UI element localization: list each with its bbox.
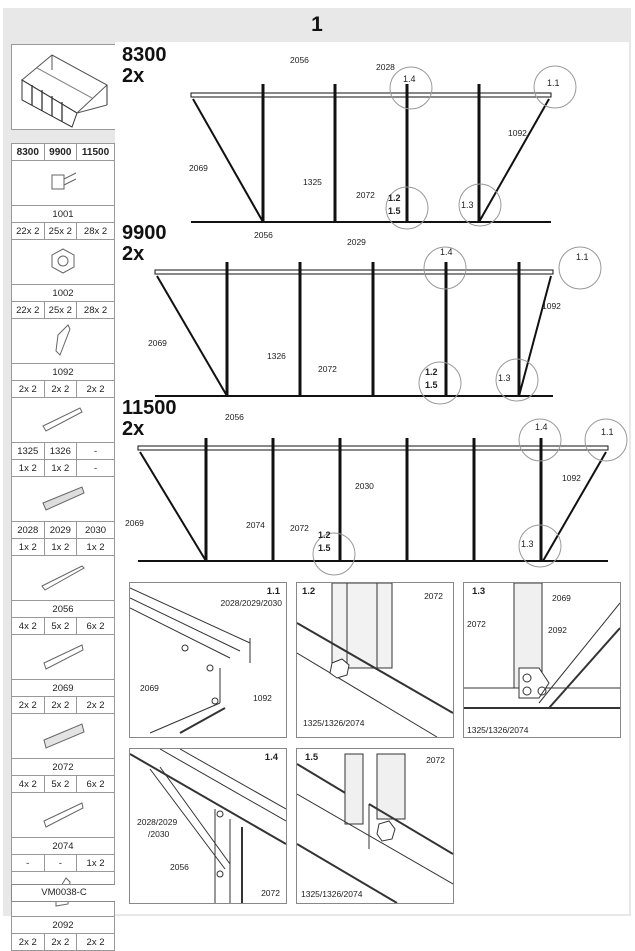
callout: 2072 (290, 523, 309, 533)
qty: - (12, 855, 45, 872)
model-label: 9900 2x (122, 222, 167, 265)
detail-view-1-5 (296, 748, 454, 904)
part-number: 2056 (12, 601, 115, 618)
step-number: 1 (311, 13, 323, 36)
qty: 2x 2 (77, 934, 115, 951)
callout: 2069 (125, 518, 144, 528)
callout: 1092 (508, 128, 527, 138)
qty: 1x 2 (12, 539, 45, 556)
qty: 1x 2 (77, 855, 115, 872)
channel-icon (12, 635, 115, 680)
qty: 4x 2 (12, 618, 45, 635)
detail-label: 1325/1326/2074 (301, 889, 363, 899)
callout: 2056 (225, 412, 244, 422)
detail-view-1-4 (129, 748, 287, 904)
detail-ref: 1.5 (425, 380, 438, 390)
part-number: 2072 (12, 759, 115, 776)
detail-label: 1092 (253, 693, 272, 703)
part-number: 1001 (12, 206, 115, 223)
profile-icon (12, 398, 115, 443)
qty: 2x 2 (77, 697, 115, 714)
detail-ref: 1.4 (403, 74, 416, 84)
qty: 25x 2 (44, 223, 77, 240)
detail-ref: 1.5 (318, 543, 331, 553)
main-diagram-area (115, 42, 629, 914)
detail-ref: 1.3 (498, 373, 511, 383)
parts-table (11, 143, 115, 951)
bolt-icon (12, 161, 115, 206)
callout: 2072 (356, 190, 375, 200)
qty: 2x 2 (44, 381, 77, 398)
col-11500: 11500 (77, 144, 115, 161)
qty: 4x 2 (12, 776, 45, 793)
detail-label: 2072 (261, 888, 280, 898)
qty: 1x 2 (77, 539, 115, 556)
qty: 2x 2 (12, 381, 45, 398)
col-8300: 8300 (12, 144, 45, 161)
detail-label: 2069 (552, 593, 571, 603)
callout: 1092 (542, 301, 561, 311)
qty: 6x 2 (77, 618, 115, 635)
col-9900: 9900 (44, 144, 77, 161)
part-number: 2030 (77, 522, 115, 539)
qty: 5x 2 (44, 776, 77, 793)
detail-ref: 1.2 (425, 367, 438, 377)
qty: 1x 2 (44, 539, 77, 556)
detail-ref: 1.3 (521, 539, 534, 549)
detail-ref: 1.4 (535, 422, 548, 432)
detail-id: 1.5 (305, 752, 319, 763)
detail-label: 1325/1326/2074 (467, 725, 529, 735)
callout: 2069 (148, 338, 167, 348)
qty: 28x 2 (77, 223, 115, 240)
part-number: 2074 (12, 838, 115, 855)
part-number: 2069 (12, 680, 115, 697)
qty: 2x 2 (44, 697, 77, 714)
qty: 2x 2 (12, 934, 45, 951)
model-label: 8300 2x (122, 44, 167, 87)
part-number: 1326 (44, 443, 77, 460)
part-number: 1325 (12, 443, 45, 460)
instruction-page (3, 8, 631, 948)
part-number: 2029 (44, 522, 77, 539)
qty: 25x 2 (44, 302, 77, 319)
detail-label: 2072 (424, 591, 443, 601)
detail-ref: 1.3 (461, 200, 474, 210)
detail-label: 2028/2029/2030 (220, 598, 282, 608)
qty: - (44, 855, 77, 872)
detail-label: 2028/2029 (137, 817, 178, 827)
qty: 22x 2 (12, 302, 45, 319)
qty: 2x 2 (12, 697, 45, 714)
part-number: 1092 (12, 364, 115, 381)
detail-ref: 1.1 (601, 427, 614, 437)
qty: 2x 2 (44, 934, 77, 951)
qty: 28x 2 (77, 302, 115, 319)
detail-label: 1325/1326/2074 (303, 718, 365, 728)
part-number: 1002 (12, 285, 115, 302)
callout: 1326 (267, 351, 286, 361)
detail-view-1-1 (129, 582, 287, 738)
rail-icon (12, 477, 115, 522)
strut-icon (12, 556, 115, 601)
callout: 2072 (318, 364, 337, 374)
callout: 2069 (189, 163, 208, 173)
qty: 22x 2 (12, 223, 45, 240)
detail-id: 1.4 (264, 752, 278, 763)
parts-sidebar (8, 42, 114, 948)
callout: 2030 (355, 481, 374, 491)
part-number: 2092 (12, 917, 115, 934)
greenhouse-icon (12, 45, 116, 129)
detail-ref: 1.1 (547, 78, 560, 88)
callout: 1092 (562, 473, 581, 483)
frame-diagrams (115, 42, 629, 582)
channel-icon (12, 793, 115, 838)
callout: 2056 (290, 55, 309, 65)
detail-view-1-3 (463, 582, 621, 738)
detail-id: 1.2 (302, 586, 316, 597)
callout: 2074 (246, 520, 265, 530)
callout: 2029 (347, 237, 366, 247)
callout: 2056 (254, 230, 273, 240)
detail-ref: 1.2 (388, 193, 401, 203)
detail-id: 1.1 (266, 586, 280, 597)
qty: 1x 2 (44, 460, 77, 477)
nut-icon (12, 240, 115, 285)
detail-ref: 1.1 (576, 252, 589, 262)
detail-label: 2056 (170, 862, 189, 872)
detail-label: /2030 (148, 829, 170, 839)
qty: 1x 2 (12, 460, 45, 477)
detail-view-1-2 (296, 582, 454, 738)
qty: 6x 2 (77, 776, 115, 793)
detail-ref: 1.5 (388, 206, 401, 216)
part-number: 2028 (12, 522, 45, 539)
greenhouse-thumbnail (11, 44, 117, 130)
document-code: VM0038-C (11, 884, 117, 902)
detail-ref: 1.4 (440, 247, 453, 257)
detail-label: 2092 (548, 625, 567, 635)
detail-label: 2072 (426, 755, 445, 765)
part-number: - (77, 443, 115, 460)
plate-icon (12, 319, 115, 364)
detail-id: 1.3 (472, 586, 486, 597)
qty: 2x 2 (77, 381, 115, 398)
qty: - (77, 460, 115, 477)
detail-label: 2069 (140, 683, 159, 693)
detail-label: 2072 (467, 619, 486, 629)
post-icon (12, 714, 115, 759)
callout: 1325 (303, 177, 322, 187)
callout: 2028 (376, 62, 395, 72)
qty: 5x 2 (44, 618, 77, 635)
model-label: 11500 2x (122, 397, 177, 440)
detail-ref: 1.2 (318, 530, 331, 540)
